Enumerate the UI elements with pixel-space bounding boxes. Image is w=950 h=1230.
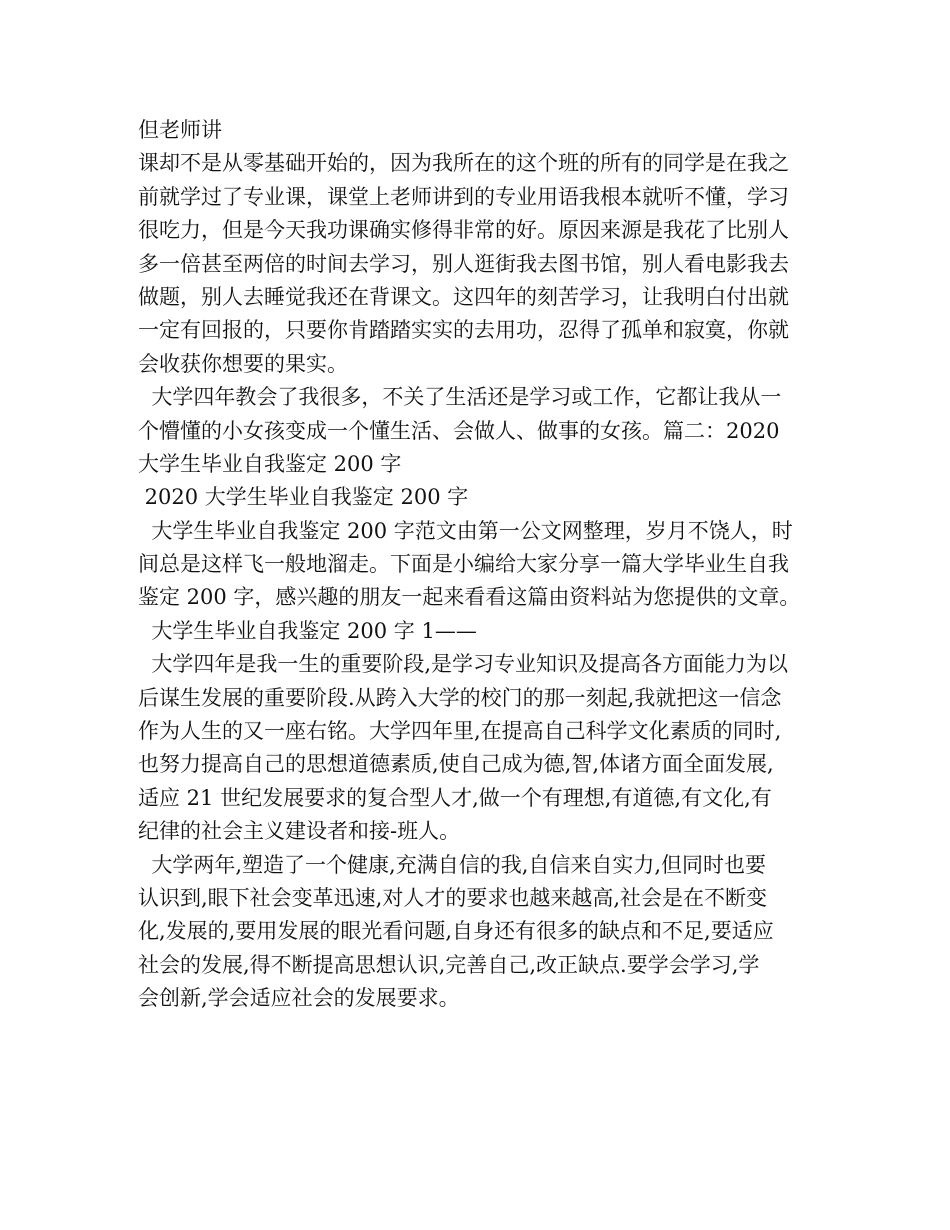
document-body xyxy=(138,114,818,1016)
text-line: 作为人生的又一座右铭。大学四年里,在提高自己科学文化素质的同时, xyxy=(138,719,782,744)
text-line: 做题，别人去睡觉我还在背课文。这四年的刻苦学习，让我明白付出就 xyxy=(138,284,789,309)
text-line: 一定有回报的，只要你肯踏踏实实的去用功，忍得了孤单和寂寞，你就 xyxy=(138,318,789,343)
text-line: 个懵懂的小女孩变成一个懂生活、会做人、做事的女孩。篇二：2020 xyxy=(138,418,780,443)
text-line: 前就学过了专业课，课堂上老师讲到的专业用语我根本就听不懂，学习 xyxy=(138,184,789,209)
text-line: 但老师讲 xyxy=(138,118,222,142)
text-line: 会创新,学会适应社会的发展要求。 xyxy=(138,986,460,1011)
text-line: 大学两年,塑造了一个健康,充满自信的我,自信来自实力,但同时也要 xyxy=(138,852,767,877)
text-line: 认识到,眼下社会变革迅速,对人才的要求也越来越高,社会是在不断变 xyxy=(138,885,768,910)
text-line: 大学四年教会了我很多，不关了生活还是学习或工作，它都让我从一 xyxy=(138,385,782,410)
text-line: 适应 21 世纪发展要求的复合型人才,做一个有理想,有道德,有文化,有 xyxy=(138,785,772,810)
text-line: 很吃力，但是今天我功课确实修得非常的好。原因来源是我花了比别人 xyxy=(138,218,789,243)
text-line: 大学生毕业自我鉴定 200 字范文由第一公文网整理，岁月不饶人，时 xyxy=(138,518,793,543)
text-line: 课却不是从零基础开始的，因为我所在的这个班的所有的同学是在我之 xyxy=(138,151,789,176)
subsection-heading: 大学生毕业自我鉴定 200 字 1—— xyxy=(138,618,477,643)
text-line: 纪律的社会主义建设者和接-班人。 xyxy=(138,819,461,844)
text-line: 大学四年是我一生的重要阶段,是学习专业知识及提高各方面能力为以 xyxy=(138,652,789,677)
section-heading: 2020 大学生毕业自我鉴定 200 字 xyxy=(138,485,469,510)
text-line: 鉴定 200 字，感兴趣的朋友一起来看看这篇由资料站为您提供的文章。 xyxy=(138,585,801,610)
text-line: 会收获你想要的果实。 xyxy=(138,351,348,376)
text-line: 后谋生发展的重要阶段.从跨入大学的校门的那一刻起,我就把这一信念 xyxy=(138,685,782,710)
text-line: 多一倍甚至两倍的时间去学习，别人逛街我去图书馆，别人看电影我去 xyxy=(138,251,789,276)
text-line: 也努力提高自己的思想道德素质,使自己成为德,智,体诸方面全面发展, xyxy=(138,752,774,777)
text-line: 间总是这样飞一般地溜走。下面是小编给大家分享一篇大学毕业生自我 xyxy=(138,552,789,577)
text-line: 化,发展的,要用发展的眼光看问题,自身还有很多的缺点和不足,要适应 xyxy=(138,919,774,944)
text-line: 社会的发展,得不断提高思想认识,完善自己,改正缺点.要学会学习,学 xyxy=(138,952,760,977)
text-line: 大学生毕业自我鉴定 200 字 xyxy=(138,451,402,476)
